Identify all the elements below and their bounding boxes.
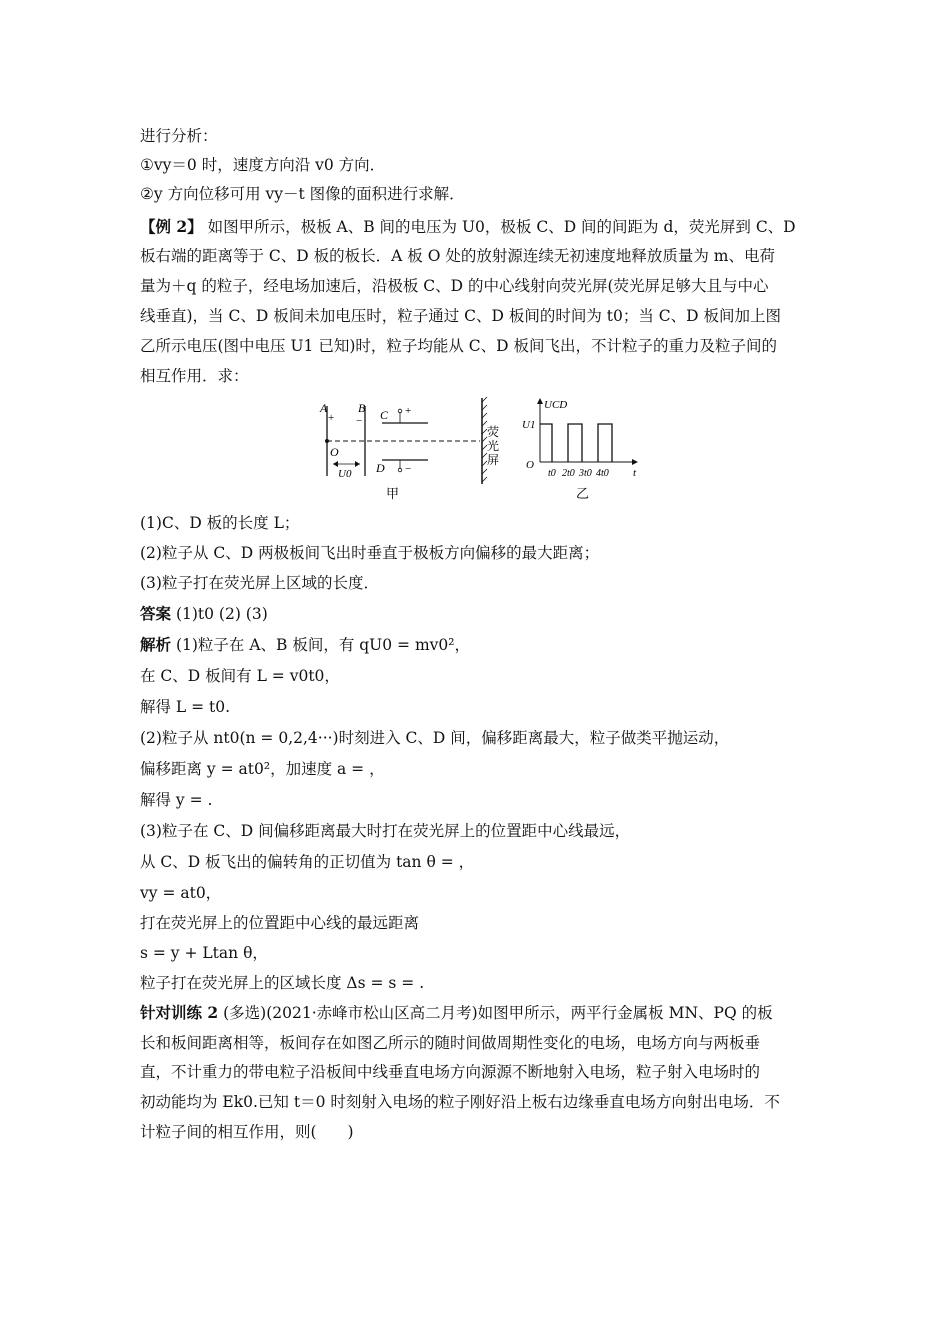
text-line: s = y + Ltan θ， <box>140 944 268 962</box>
tick-label: 3t0 <box>579 468 592 479</box>
x-axis-arrow <box>632 459 638 465</box>
text-line: (2)粒子从 nt0(n = 0,2,4···)时刻进入 C、D 间，偏移距离最大，粒子做类平抛运动， <box>140 729 730 747</box>
screen-char-1: 荧 <box>487 425 500 439</box>
example-tag: 【例 2】 <box>140 217 203 236</box>
solution-line <box>140 635 820 655</box>
solution-tag: 解析 <box>140 635 172 654</box>
label-o: O <box>330 445 339 459</box>
plus-c: + <box>405 405 412 417</box>
training-text: (多选)(2021·赤峰市松山区高二月考)如图甲所示，两平行金属板 MN、PQ 的板 <box>218 1004 773 1022</box>
text-line: vy = at0， <box>140 884 222 902</box>
text-line: 板右端的距离等于 C、D 板的板长．A 板 O 处的放射源连续无初速度地释放质量为 m、电荷 <box>140 247 775 265</box>
label-c: C <box>380 408 389 422</box>
question-2: (2)粒子从 C、D 两极板间飞出时垂直于极板方向偏移的最大距离； <box>140 544 600 562</box>
plus-a: + <box>328 412 335 424</box>
text-line: ②y 方向位移可用 vy－t 图像的面积进行求解． <box>140 185 465 203</box>
figure-yi <box>522 398 638 501</box>
origin-label: O <box>526 459 534 471</box>
label-b: B <box>358 401 366 415</box>
screen-char-2: 光 <box>487 439 500 453</box>
text-line: 量为＋q 的粒子，经电场加速后，沿极板 C、D 的中心线射向荧光屏(荧光屏足够大且与中心 <box>140 277 769 295</box>
text-line: 偏移距离 y = at0²，加速度 a = ， <box>140 760 385 778</box>
answer-line <box>140 604 820 624</box>
screen-char-3: 屏 <box>487 453 500 467</box>
minus-d: − <box>405 463 412 475</box>
text-line: 乙所示电压(图中电压 U1 已知)时，粒子均能从 C、D 板间飞出，不计粒子的重力及粒子间的 <box>140 337 778 355</box>
u1-label: U1 <box>522 419 536 431</box>
text-line: 长和板间距离相等，板间存在如图乙所示的随时间做周期性变化的电场，电场方向与两板垂 <box>140 1034 761 1052</box>
text-line: 进行分析： <box>140 127 218 145</box>
text-line: 打在荧光屏上的位置距中心线的最远距离 <box>140 914 420 932</box>
label-a: A <box>320 401 328 415</box>
tick-label: 4t0 <box>596 468 609 479</box>
question-1: (1)C、D 板的长度 L； <box>140 514 300 532</box>
example-2-line <box>140 217 820 237</box>
training-tag: 针对训练 2 <box>140 1003 219 1022</box>
text-line: 解得 y = . <box>140 791 213 809</box>
question-3: (3)粒子打在荧光屏上区域的长度． <box>140 574 379 592</box>
label-d: D <box>376 461 385 475</box>
solution-text: (1)粒子在 A、B 板间，有 qU0 = mv0²， <box>171 636 470 654</box>
text-line: 解得 L = t0. <box>140 698 231 716</box>
figure-jia <box>319 397 499 501</box>
y-axis-arrow <box>537 398 543 404</box>
label-u0: U0 <box>338 468 352 480</box>
text-line: 粒子打在荧光屏上的区域长度 Δs = s = . <box>140 974 425 992</box>
source-dot <box>325 439 329 443</box>
text-line: 初动能均为 Ek0.已知 t＝0 时刻射入电场的粒子刚好沿上板右边缘垂直电场方向射出电场．不 <box>140 1093 780 1111</box>
text-line: ①vy＝0 时，速度方向沿 v0 方向． <box>140 156 386 174</box>
text-line: 计粒子间的相互作用，则( ) <box>140 1123 354 1141</box>
text-line: 直，不计重力的带电粒子沿板间中线垂直电场方向源源不断地射入电场，粒子射入电场时的 <box>140 1063 761 1081</box>
tick-label: t0 <box>548 468 556 479</box>
caption-jia: 甲 <box>386 486 400 501</box>
caption-yi: 乙 <box>576 486 590 501</box>
figure-svg <box>300 392 660 504</box>
example-text: 如图甲所示，极板 A、B 间的电压为 U0，极板 C、D 间的间距为 d，荧光屏到 C、D <box>202 218 796 236</box>
text-line: 线垂直)，当 C、D 板间未加电压时，粒子通过 C、D 板间的时间为 t0；当 C、D 板间加上图 <box>140 307 781 325</box>
answer-text: (1)t0 (2) (3) <box>171 605 268 623</box>
figure <box>300 392 660 504</box>
text-line: 在 C、D 板间有 L = v0t0， <box>140 667 340 685</box>
text-line: 相互作用．求： <box>140 367 249 385</box>
x-axis-label: t <box>633 467 637 479</box>
answer-tag: 答案 <box>140 604 172 623</box>
training-line <box>140 1003 820 1023</box>
tick-label: 2t0 <box>562 468 575 479</box>
voltage-waveform <box>540 424 612 462</box>
text-line: 从 C、D 板飞出的偏转角的正切值为 tan θ = ， <box>140 853 475 871</box>
text-line: (3)粒子在 C、D 间偏移距离最大时打在荧光屏上的位置距中心线最远， <box>140 822 631 840</box>
y-axis-label: UCD <box>544 399 568 411</box>
minus-b: − <box>356 415 363 427</box>
